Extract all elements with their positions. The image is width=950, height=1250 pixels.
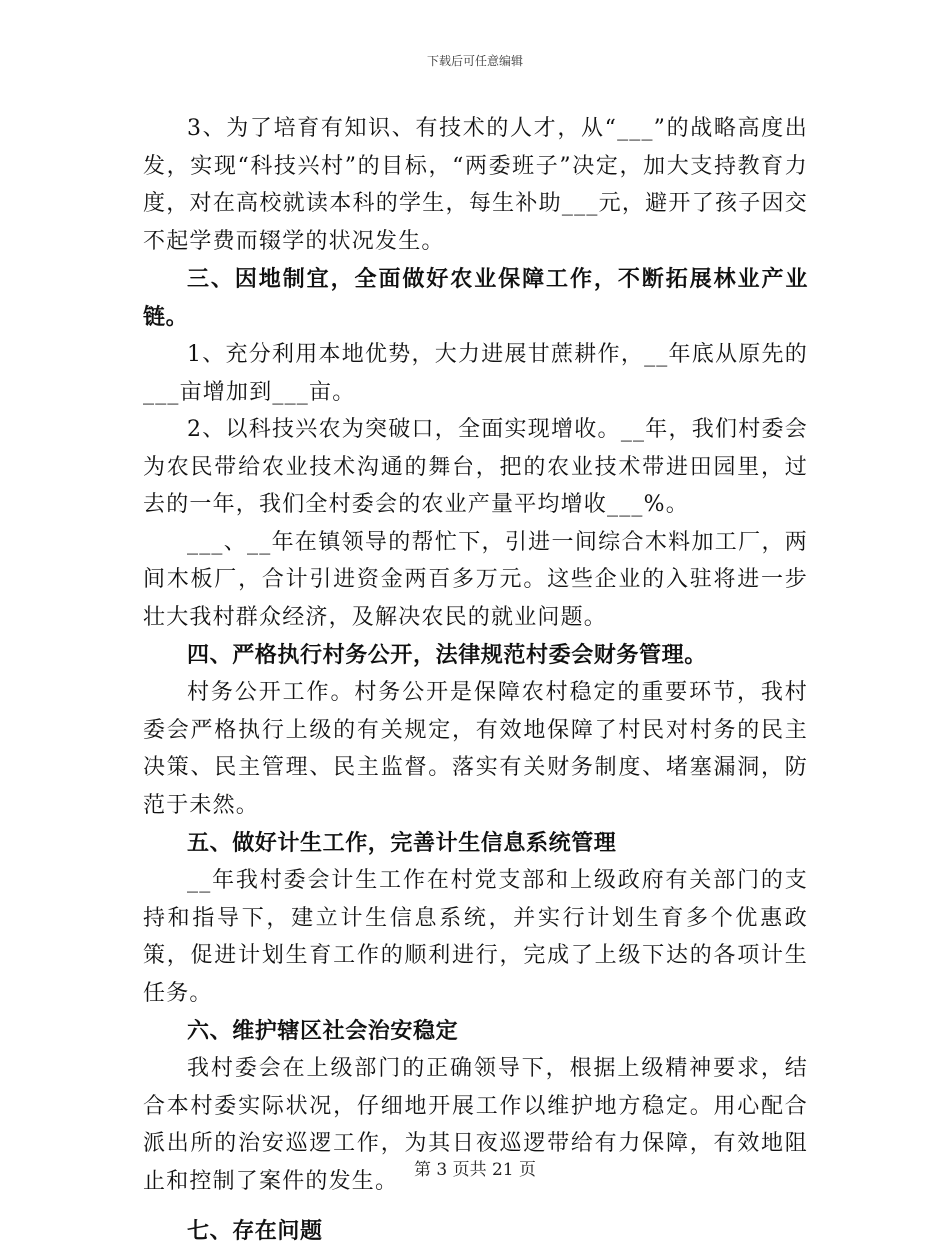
section-heading-4: 四、严格执行村务公开，法律规范村委会财务管理。 bbox=[187, 642, 707, 668]
paragraph-sugarcane: 1、充分利用本地优势，大力进展甘蔗耕作，__年底从原先的___亩增加到___亩。 bbox=[143, 342, 808, 405]
document-body bbox=[143, 110, 808, 1250]
paragraph-spacer bbox=[143, 1200, 808, 1212]
section-heading-3: 三、因地制宜，全面做好农业保障工作，不断拓展林业产业链。 bbox=[143, 266, 808, 330]
section-heading-5: 五、做好计生工作，完善计生信息系统管理 bbox=[187, 830, 617, 856]
paragraph-public-security: 我村委会在上级部门的正确领导下，根据上级精神要求，结合本村委实际状况，仔细地开展工作以维护地方稳定。用心配合派出所的治安巡逻工作，为其日夜巡逻带给有力保障，有效地阻止和控制了案件的发生。 bbox=[143, 1056, 808, 1194]
section-heading-7: 七、存在问题 bbox=[187, 1218, 323, 1244]
paragraph-family-planning: __年我村委会计生工作在村党支部和上级政府有关部门的支持和指导下，建立计生信息系统，并实行计划生育多个优惠政策，促进计划生育工作的顺利进行，完成了上级下达的各项计生任务。 bbox=[143, 868, 808, 1006]
paragraph-wood-factory: ___、__年在镇领导的帮忙下，引进一间综合木料加工厂，两间木板厂，合计引进资金两百多万元。这些企业的入驻将进一步壮大我村群众经济，及解决农民的就业问题。 bbox=[143, 529, 808, 630]
paragraph-village-affairs: 村务公开工作。村务公开是保障农村稳定的重要环节，我村委会严格执行上级的有关规定，有效地保障了村民对村务的民主决策、民主管理、民主监督。落实有关财务制度、堵塞漏洞，防范于未然。 bbox=[143, 680, 808, 818]
paragraph-agri-tech: 2、以科技兴农为突破口，全面实现增收。__年，我们村委会为农民带给农业技术沟通的舞台，把的农业技术带进田园里，过去的一年，我们全村委会的农业产量平均增收___%。 bbox=[143, 417, 808, 517]
page-footer: 第 3 页共 21 页 bbox=[413, 1160, 537, 1180]
section-heading-6: 六、维护辖区社会治安稳定 bbox=[187, 1018, 459, 1044]
paragraph-education-subsidy: 3、为了培育有知识、有技术的人才，从“___”的战略高度出发，实现“科技兴村”的目标，“两委班子”决定，加大支持教育力度，对在高校就读本科的学生，每生补助___元，避开了孩子因交不起学费而辍学的状况发生。 bbox=[143, 116, 808, 254]
page-header: 下载后可任意编辑 bbox=[426, 54, 523, 68]
